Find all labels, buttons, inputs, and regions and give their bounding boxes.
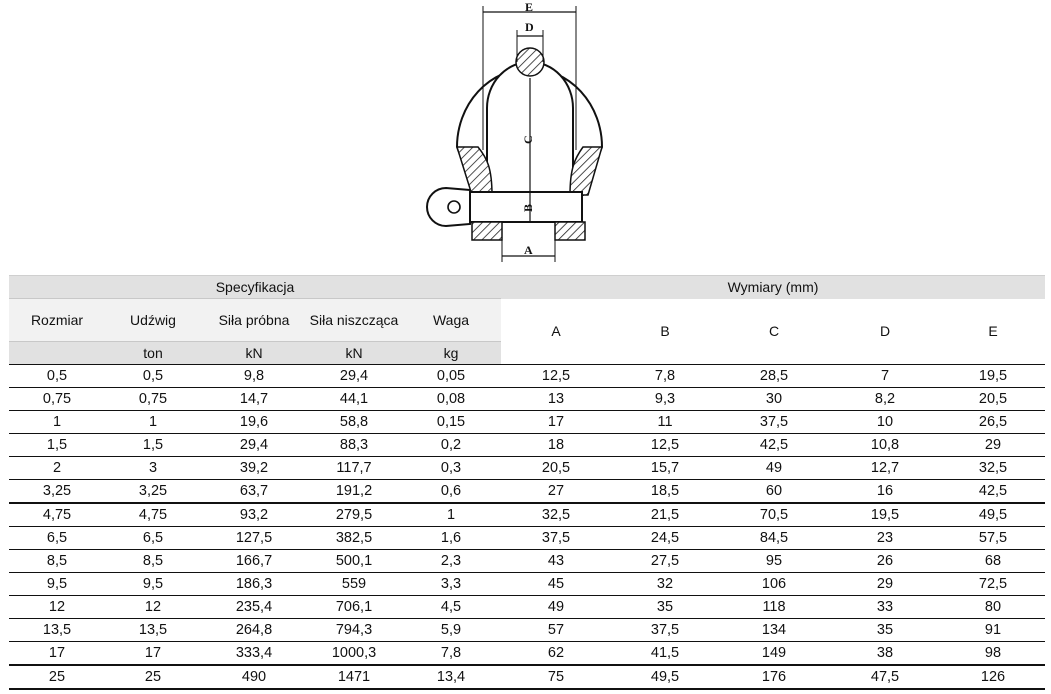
table-row [9, 573, 1045, 596]
cell-size: 6,5 [9, 527, 105, 550]
cell-e: 57,5 [941, 527, 1045, 550]
table-body [9, 365, 1045, 690]
table-row [9, 434, 1045, 457]
cell-size: 25 [9, 665, 105, 689]
cell-weight: 13,4 [401, 665, 501, 689]
cell-c: 28,5 [719, 365, 829, 388]
cell-c: 95 [719, 550, 829, 573]
cell-e: 32,5 [941, 457, 1045, 480]
cell-c: 176 [719, 665, 829, 689]
table-row [9, 411, 1045, 434]
cell-e: 19,5 [941, 365, 1045, 388]
cell-b: 32 [611, 573, 719, 596]
cell-capacity: 6,5 [105, 527, 201, 550]
cell-b: 37,5 [611, 619, 719, 642]
cell-b: 7,8 [611, 365, 719, 388]
cell-proof-load: 264,8 [201, 619, 307, 642]
cell-capacity: 0,5 [105, 365, 201, 388]
cell-b: 49,5 [611, 665, 719, 689]
cell-breaking-load: 500,1 [307, 550, 401, 573]
cell-e: 26,5 [941, 411, 1045, 434]
cell-weight: 0,08 [401, 388, 501, 411]
cell-breaking-load: 44,1 [307, 388, 401, 411]
unit-weight: kg [401, 342, 501, 365]
cell-c: 118 [719, 596, 829, 619]
dim-label-c: C [521, 135, 535, 144]
group-header-specification: Specyfikacja [9, 276, 501, 299]
cell-a: 49 [501, 596, 611, 619]
cell-a: 37,5 [501, 527, 611, 550]
cell-capacity: 17 [105, 642, 201, 666]
cell-e: 72,5 [941, 573, 1045, 596]
cell-a: 75 [501, 665, 611, 689]
cell-proof-load: 93,2 [201, 503, 307, 527]
table-row [9, 665, 1045, 689]
cell-a: 62 [501, 642, 611, 666]
cell-proof-load: 9,8 [201, 365, 307, 388]
cell-capacity: 13,5 [105, 619, 201, 642]
cell-size: 1 [9, 411, 105, 434]
unit-size [9, 342, 105, 365]
cell-e: 98 [941, 642, 1045, 666]
cell-weight: 4,5 [401, 596, 501, 619]
table-row [9, 642, 1045, 666]
cell-d: 19,5 [829, 503, 941, 527]
table-row [9, 365, 1045, 388]
cell-c: 49 [719, 457, 829, 480]
cell-c: 106 [719, 573, 829, 596]
cell-breaking-load: 279,5 [307, 503, 401, 527]
cell-c: 30 [719, 388, 829, 411]
cell-capacity: 4,75 [105, 503, 201, 527]
col-header-weight: Waga [401, 299, 501, 342]
cell-b: 24,5 [611, 527, 719, 550]
cell-breaking-load: 706,1 [307, 596, 401, 619]
cell-weight: 1 [401, 503, 501, 527]
cell-c: 60 [719, 480, 829, 504]
cell-b: 21,5 [611, 503, 719, 527]
cell-d: 29 [829, 573, 941, 596]
cell-b: 15,7 [611, 457, 719, 480]
cell-breaking-load: 382,5 [307, 527, 401, 550]
cell-weight: 0,2 [401, 434, 501, 457]
cell-e: 126 [941, 665, 1045, 689]
cell-size: 1,5 [9, 434, 105, 457]
cell-c: 84,5 [719, 527, 829, 550]
cell-e: 80 [941, 596, 1045, 619]
table-row [9, 388, 1045, 411]
cell-e: 42,5 [941, 480, 1045, 504]
cell-capacity: 1,5 [105, 434, 201, 457]
cell-a: 43 [501, 550, 611, 573]
unit-proof-load: kN [201, 342, 307, 365]
cell-b: 27,5 [611, 550, 719, 573]
cell-a: 45 [501, 573, 611, 596]
cell-weight: 1,6 [401, 527, 501, 550]
cell-e: 29 [941, 434, 1045, 457]
cell-size: 9,5 [9, 573, 105, 596]
pin-hole [448, 201, 460, 213]
cell-size: 0,5 [9, 365, 105, 388]
hatched-top-section [516, 48, 544, 76]
cell-proof-load: 63,7 [201, 480, 307, 504]
cell-breaking-load: 58,8 [307, 411, 401, 434]
cell-breaking-load: 1471 [307, 665, 401, 689]
cell-weight: 7,8 [401, 642, 501, 666]
cell-e: 49,5 [941, 503, 1045, 527]
col-header-size: Rozmiar [9, 299, 105, 342]
cell-a: 18 [501, 434, 611, 457]
cell-breaking-load: 1000,3 [307, 642, 401, 666]
cell-a: 13 [501, 388, 611, 411]
cell-size: 8,5 [9, 550, 105, 573]
cell-capacity: 8,5 [105, 550, 201, 573]
cell-size: 2 [9, 457, 105, 480]
cell-b: 9,3 [611, 388, 719, 411]
col-header-b: B [611, 299, 719, 365]
cell-c: 70,5 [719, 503, 829, 527]
group-header-dimensions: Wymiary (mm) [501, 276, 1045, 299]
cell-weight: 3,3 [401, 573, 501, 596]
cell-size: 0,75 [9, 388, 105, 411]
table-row [9, 503, 1045, 527]
cell-weight: 0,6 [401, 480, 501, 504]
cell-d: 10 [829, 411, 941, 434]
cell-e: 91 [941, 619, 1045, 642]
cell-d: 35 [829, 619, 941, 642]
cell-d: 16 [829, 480, 941, 504]
cell-proof-load: 186,3 [201, 573, 307, 596]
cell-proof-load: 333,4 [201, 642, 307, 666]
dim-label-d: D [525, 20, 534, 34]
cell-size: 12 [9, 596, 105, 619]
cell-capacity: 25 [105, 665, 201, 689]
pin-lower-right [555, 222, 585, 240]
table-row [9, 457, 1045, 480]
cell-breaking-load: 559 [307, 573, 401, 596]
cell-d: 8,2 [829, 388, 941, 411]
cell-capacity: 3 [105, 457, 201, 480]
cell-d: 10,8 [829, 434, 941, 457]
cell-size: 13,5 [9, 619, 105, 642]
cell-breaking-load: 29,4 [307, 365, 401, 388]
cell-a: 17 [501, 411, 611, 434]
cell-d: 7 [829, 365, 941, 388]
cell-e: 68 [941, 550, 1045, 573]
cell-proof-load: 29,4 [201, 434, 307, 457]
cell-size: 4,75 [9, 503, 105, 527]
cell-d: 12,7 [829, 457, 941, 480]
cell-d: 33 [829, 596, 941, 619]
cell-proof-load: 19,6 [201, 411, 307, 434]
cell-weight: 0,05 [401, 365, 501, 388]
cell-breaking-load: 794,3 [307, 619, 401, 642]
shackle-diagram [420, 0, 630, 268]
cell-capacity: 1 [105, 411, 201, 434]
cell-a: 27 [501, 480, 611, 504]
col-header-capacity: Udźwig [105, 299, 201, 342]
cell-proof-load: 127,5 [201, 527, 307, 550]
cell-b: 11 [611, 411, 719, 434]
dim-label-e: E [525, 0, 534, 14]
col-header-e: E [941, 299, 1045, 365]
cell-size: 17 [9, 642, 105, 666]
cell-c: 37,5 [719, 411, 829, 434]
cell-weight: 0,3 [401, 457, 501, 480]
col-header-proof-load: Siła próbna [201, 299, 307, 342]
cell-a: 57 [501, 619, 611, 642]
cell-proof-load: 166,7 [201, 550, 307, 573]
col-header-a: A [501, 299, 611, 365]
cell-size: 3,25 [9, 480, 105, 504]
dim-label-b: B [521, 203, 535, 212]
specification-table [9, 275, 1045, 690]
unit-capacity: ton [105, 342, 201, 365]
cell-d: 38 [829, 642, 941, 666]
table-row [9, 527, 1045, 550]
cell-proof-load: 39,2 [201, 457, 307, 480]
cell-proof-load: 235,4 [201, 596, 307, 619]
cell-capacity: 0,75 [105, 388, 201, 411]
dim-label-a: A [524, 243, 533, 257]
cell-a: 20,5 [501, 457, 611, 480]
table-row [9, 596, 1045, 619]
col-header-breaking-load: Siła niszcząca [307, 299, 401, 342]
cell-d: 47,5 [829, 665, 941, 689]
col-header-c: C [719, 299, 829, 365]
cell-capacity: 12 [105, 596, 201, 619]
cell-c: 149 [719, 642, 829, 666]
cell-proof-load: 14,7 [201, 388, 307, 411]
unit-breaking-load: kN [307, 342, 401, 365]
table-row [9, 480, 1045, 504]
cell-a: 12,5 [501, 365, 611, 388]
cell-weight: 0,15 [401, 411, 501, 434]
col-header-d: D [829, 299, 941, 365]
cell-weight: 5,9 [401, 619, 501, 642]
cell-a: 32,5 [501, 503, 611, 527]
cell-weight: 2,3 [401, 550, 501, 573]
pin-lower-left [472, 222, 502, 240]
cell-c: 134 [719, 619, 829, 642]
cell-b: 12,5 [611, 434, 719, 457]
cell-d: 23 [829, 527, 941, 550]
table-row [9, 619, 1045, 642]
cell-d: 26 [829, 550, 941, 573]
table-row [9, 550, 1045, 573]
cell-c: 42,5 [719, 434, 829, 457]
cell-b: 41,5 [611, 642, 719, 666]
cell-b: 18,5 [611, 480, 719, 504]
cell-capacity: 9,5 [105, 573, 201, 596]
cell-e: 20,5 [941, 388, 1045, 411]
cell-proof-load: 490 [201, 665, 307, 689]
cell-breaking-load: 191,2 [307, 480, 401, 504]
cell-capacity: 3,25 [105, 480, 201, 504]
cell-breaking-load: 88,3 [307, 434, 401, 457]
cell-breaking-load: 117,7 [307, 457, 401, 480]
cell-b: 35 [611, 596, 719, 619]
